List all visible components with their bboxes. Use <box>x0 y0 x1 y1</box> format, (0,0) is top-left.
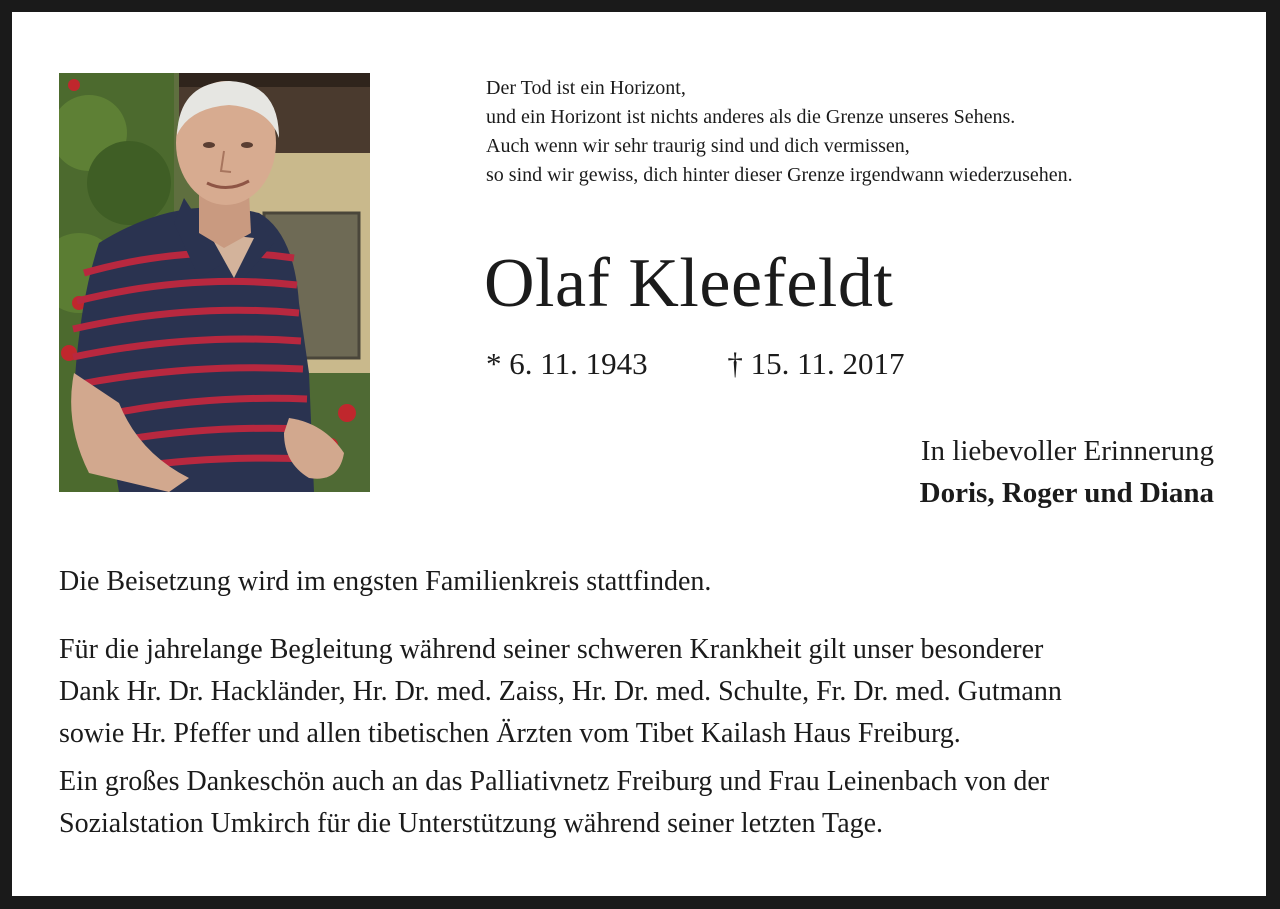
poem <box>486 74 1073 190</box>
poem-line: Der Tod ist ein Horizont, <box>486 77 686 99</box>
remembrance-text: In liebevoller Erinnerung <box>920 435 1214 467</box>
deceased-name: Olaf Kleefeldt <box>484 245 894 322</box>
death-date: † 15. 11. 2017 <box>727 346 905 381</box>
thanks-line: Für die jahrelange Begleitung während seiner schweren Krankheit gilt unser besonderer <box>59 634 1044 665</box>
poem-line: so sind wir gewiss, dich hinter dieser Grenze irgendwann wiederzusehen. <box>486 164 1073 186</box>
birth-date: * 6. 11. 1943 <box>486 346 648 381</box>
thanks-line: Sozialstation Umkirch für die Unterstützung während seiner letzten Tage. <box>59 808 884 839</box>
poem-line: Auch wenn wir sehr traurig sind und dich vermissen, <box>486 135 910 157</box>
obituary-card <box>12 12 1266 896</box>
thanks-line: Dank Hr. Dr. Hackländer, Hr. Dr. med. Zaiss, Hr. Dr. med. Schulte, Fr. Dr. med. Gutmann <box>59 676 1062 707</box>
burial-notice: Die Beisetzung wird im engsten Familienkreis stattfinden. <box>59 566 712 597</box>
thanks-paragraph-1 <box>59 629 1229 755</box>
remembrance <box>920 430 1214 514</box>
poem-line: und ein Horizont ist nichts anderes als die Grenze unseres Sehens. <box>486 106 1016 128</box>
thanks-paragraph-2 <box>59 761 1229 845</box>
thanks-line: sowie Hr. Pfeffer und allen tibetischen Ärzten vom Tibet Kailash Haus Freiburg. <box>59 718 961 749</box>
portrait-image <box>59 73 370 492</box>
mourners-names: Doris, Roger und Diana <box>919 477 1214 509</box>
life-dates <box>486 346 904 382</box>
thanks-line: Ein großes Dankeschön auch an das Palliativnetz Freiburg und Frau Leinenbach von der <box>59 766 1050 797</box>
portrait-photo <box>59 73 370 492</box>
